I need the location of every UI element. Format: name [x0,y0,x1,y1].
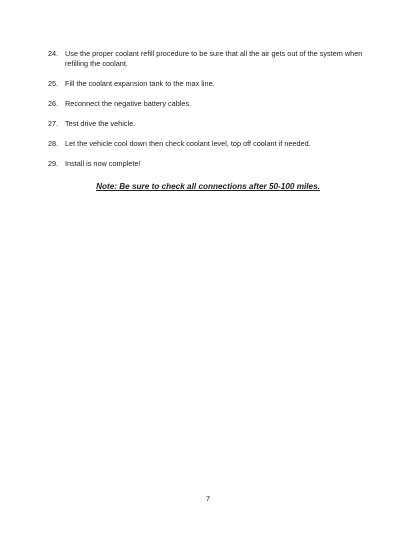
step-number: 24. [48,49,59,58]
step-number: 26. [48,99,59,108]
step-text: Use the proper coolant refill procedure to be sure that all the air gets out of the system when refilling the coolant. [65,49,363,68]
list-item [48,159,378,169]
note-text: Note: Be sure to check all connections after 50-100 miles. [96,182,320,191]
list-item [48,139,378,149]
step-text: Let the vehicle cool down then check coolant level, top off coolant if needed. [65,139,311,148]
step-text: Test drive the vehicle. [65,119,136,128]
step-text: Reconnect the negative battery cables. [65,99,192,108]
step-number: 28. [48,139,59,148]
step-text: Install is now complete! [65,159,141,168]
step-text: Fill the coolant expansion tank to the max line. [65,79,215,88]
list-item [48,79,378,89]
instruction-list [48,49,378,179]
list-item [48,99,378,109]
step-number: 27. [48,119,59,128]
page-number: 7 [205,494,211,503]
list-item [48,119,378,129]
step-number: 25. [48,79,59,88]
step-number: 29. [48,159,59,168]
list-item [48,49,378,69]
